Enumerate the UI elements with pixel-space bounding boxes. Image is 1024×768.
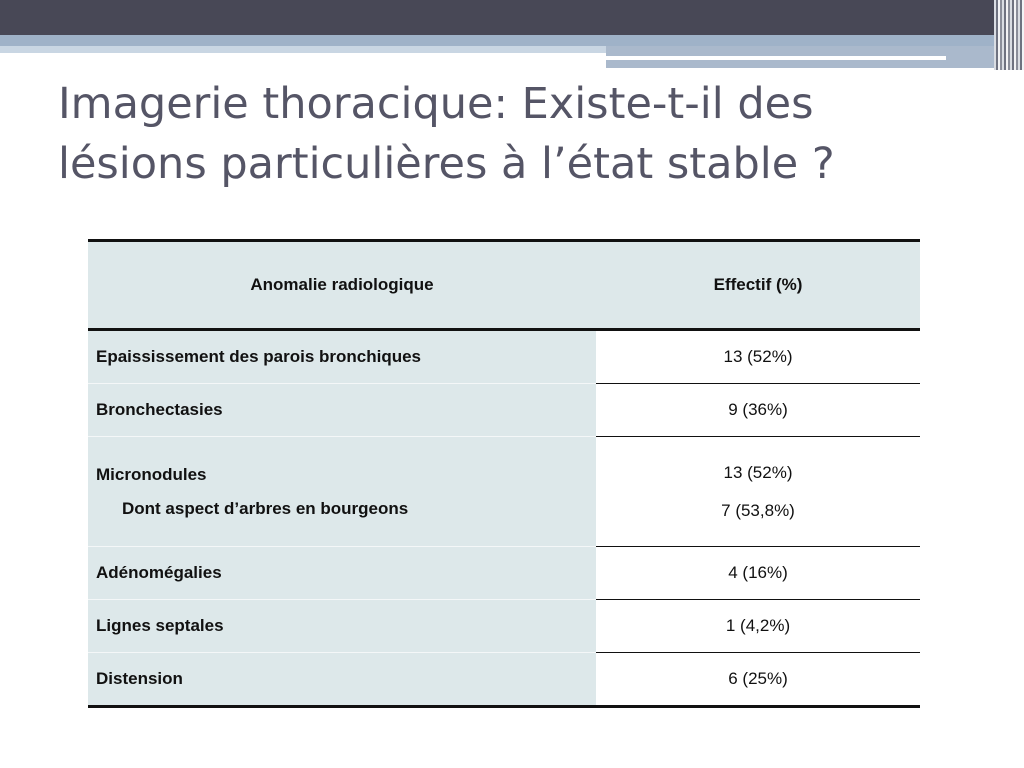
table-row [88, 330, 920, 384]
header-count: Effectif (%) [596, 241, 920, 330]
header-band-dark [0, 0, 1024, 35]
row-value-group [596, 437, 920, 547]
row-subvalue: 7 (53,8%) [721, 500, 795, 520]
results-table [88, 239, 920, 708]
header-anomaly: Anomalie radiologique [88, 241, 596, 330]
table-row [88, 653, 920, 707]
row-label: Lignes septales [88, 600, 596, 653]
table-row [88, 384, 920, 437]
row-value: 13 (52%) [723, 462, 793, 482]
header-band-light [0, 46, 606, 53]
slide-title-line-2: lésions particulières à l’état stable ? [58, 139, 835, 189]
table-row [88, 437, 920, 547]
table-row [88, 547, 920, 600]
row-label-group [88, 437, 596, 547]
row-label: Epaississement des parois bronchiques [88, 330, 596, 384]
table-row [88, 600, 920, 653]
row-value: 13 (52%) [596, 330, 920, 384]
row-value: 1 (4,2%) [596, 600, 920, 653]
slide-title [58, 74, 958, 194]
header-stripes [994, 0, 1024, 70]
row-value: 9 (36%) [596, 384, 920, 437]
row-label: Micronodules [96, 464, 207, 484]
row-label: Distension [88, 653, 596, 707]
row-value: 6 (25%) [596, 653, 920, 707]
slide-title-line-1: Imagerie thoracique: Existe-t-il des [58, 79, 814, 129]
row-sublabel: Dont aspect d’arbres en bourgeons [122, 498, 409, 518]
header-band-blue [0, 35, 1024, 46]
row-label: Adénomégalies [88, 547, 596, 600]
table-header-row [88, 241, 920, 330]
row-value: 4 (16%) [596, 547, 920, 600]
header-band-accent [606, 56, 946, 60]
row-label: Bronchectasies [88, 384, 596, 437]
